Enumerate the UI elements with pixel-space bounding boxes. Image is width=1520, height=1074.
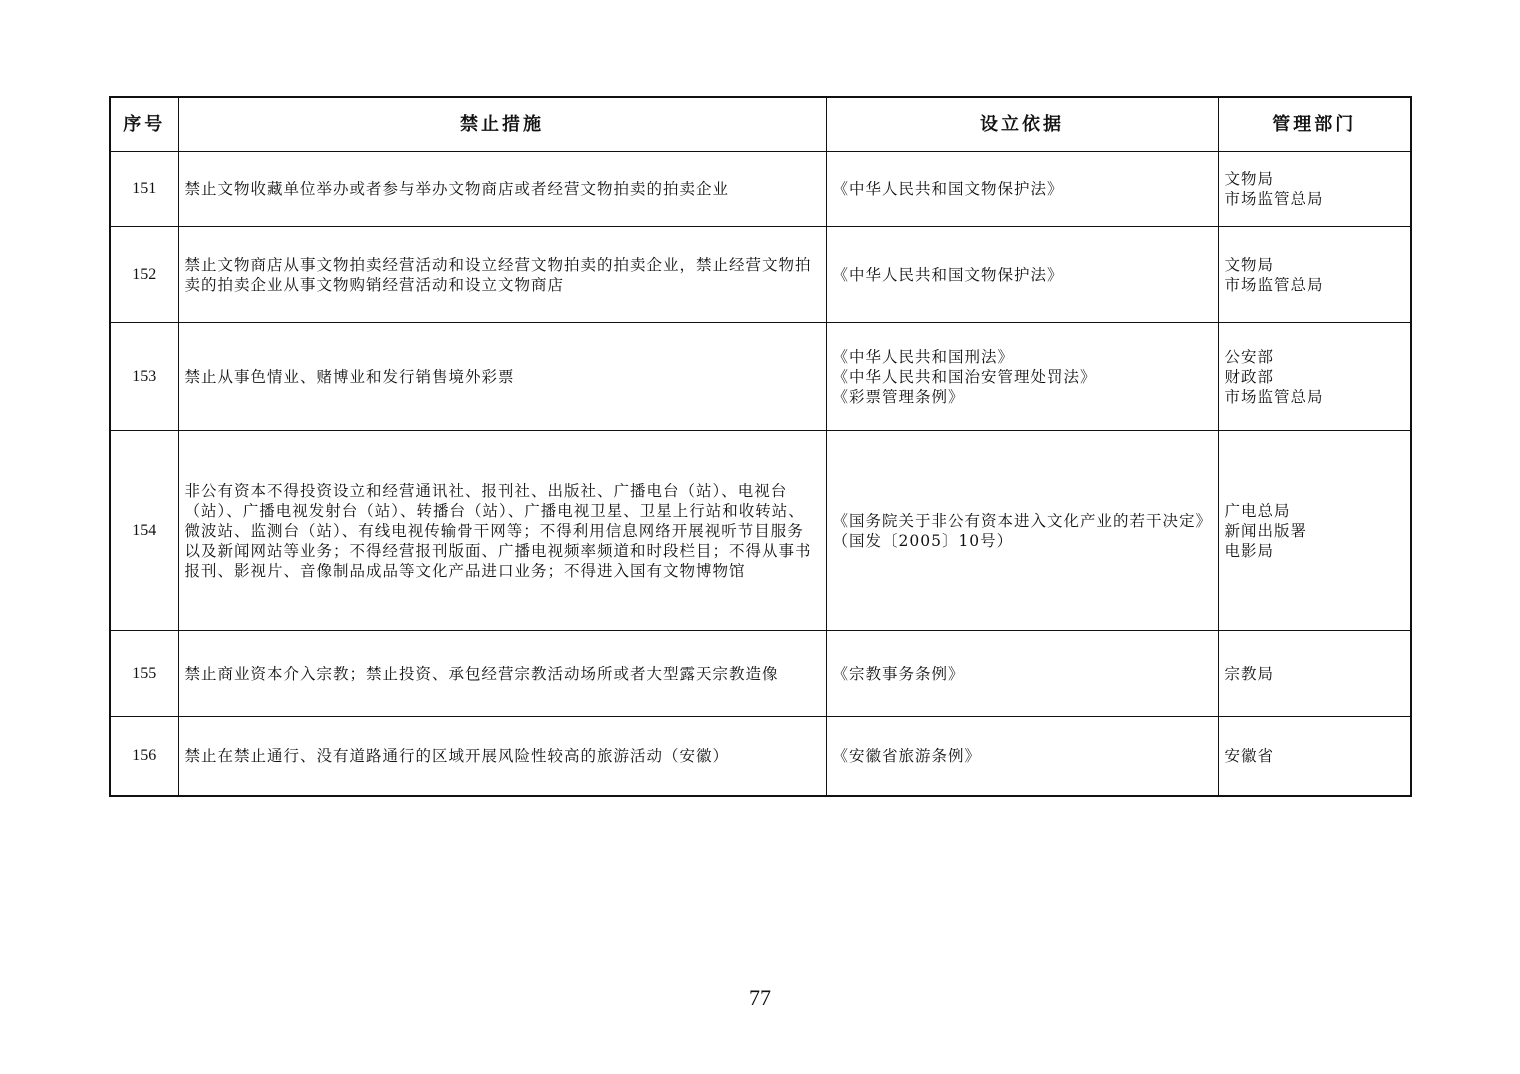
- department-cell: 宗教局: [1218, 631, 1411, 717]
- table-row: [110, 227, 1411, 323]
- header-managing-department: 管理部门: [1218, 97, 1411, 152]
- serial-number-cell: 154: [110, 431, 178, 631]
- header-legal-basis: 设立依据: [826, 97, 1218, 152]
- department-cell: 广电总局 新闻出版署 电影局: [1218, 431, 1411, 631]
- table-row: [110, 431, 1411, 631]
- table-row: [110, 323, 1411, 431]
- table-row: [110, 717, 1411, 797]
- header-prohibited-measure: 禁止措施: [178, 97, 826, 152]
- header-serial-number: 序号: [110, 97, 178, 152]
- page-number: 77: [749, 985, 771, 1010]
- serial-number-cell: 153: [110, 323, 178, 431]
- measure-cell: 禁止商业资本介入宗教；禁止投资、承包经营宗教活动场所或者大型露天宗教造像: [178, 631, 826, 717]
- basis-cell: 《中华人民共和国刑法》 《中华人民共和国治安管理处罚法》 《彩票管理条例》: [826, 323, 1218, 431]
- department-cell: 文物局 市场监管总局: [1218, 227, 1411, 323]
- serial-number-cell: 151: [110, 152, 178, 227]
- basis-cell: 《中华人民共和国文物保护法》: [826, 227, 1218, 323]
- measure-cell: 非公有资本不得投资设立和经营通讯社、报刊社、出版社、广播电台（站）、电视台（站）、广播电视发射台（站）、转播台（站）、广播电视卫星、卫星上行站和收转站、微波站、监测台（站）、有线电视传输骨干网等；不得利用信息网络开展视听节目服务以及新闻网站等业务；不得经营报刊版面、广播电视频率频道和时段栏目；不得从事书报刊、影视片、音像制品成品等文化产品进口业务；不得进入国有文物博物馆: [178, 431, 826, 631]
- prohibited-measures-table: [109, 96, 1412, 797]
- basis-cell: 《国务院关于非公有资本进入文化产业的若干决定》（国发〔2005〕10号）: [826, 431, 1218, 631]
- basis-cell: 《宗教事务条例》: [826, 631, 1218, 717]
- department-cell: 安徽省: [1218, 717, 1411, 797]
- basis-cell: 《安徽省旅游条例》: [826, 717, 1218, 797]
- department-cell: 文物局 市场监管总局: [1218, 152, 1411, 227]
- measure-cell: 禁止在禁止通行、没有道路通行的区域开展风险性较高的旅游活动（安徽）: [178, 717, 826, 797]
- table-row: [110, 631, 1411, 717]
- serial-number-cell: 156: [110, 717, 178, 797]
- basis-cell: 《中华人民共和国文物保护法》: [826, 152, 1218, 227]
- measure-cell: 禁止从事色情业、赌博业和发行销售境外彩票: [178, 323, 826, 431]
- measure-cell: 禁止文物商店从事文物拍卖经营活动和设立经营文物拍卖的拍卖企业，禁止经营文物拍卖的拍卖企业从事文物购销经营活动和设立文物商店: [178, 227, 826, 323]
- serial-number-cell: 152: [110, 227, 178, 323]
- table-row: [110, 152, 1411, 227]
- serial-number-cell: 155: [110, 631, 178, 717]
- table-header-row: [110, 97, 1411, 152]
- measure-cell: 禁止文物收藏单位举办或者参与举办文物商店或者经营文物拍卖的拍卖企业: [178, 152, 826, 227]
- department-cell: 公安部 财政部 市场监管总局: [1218, 323, 1411, 431]
